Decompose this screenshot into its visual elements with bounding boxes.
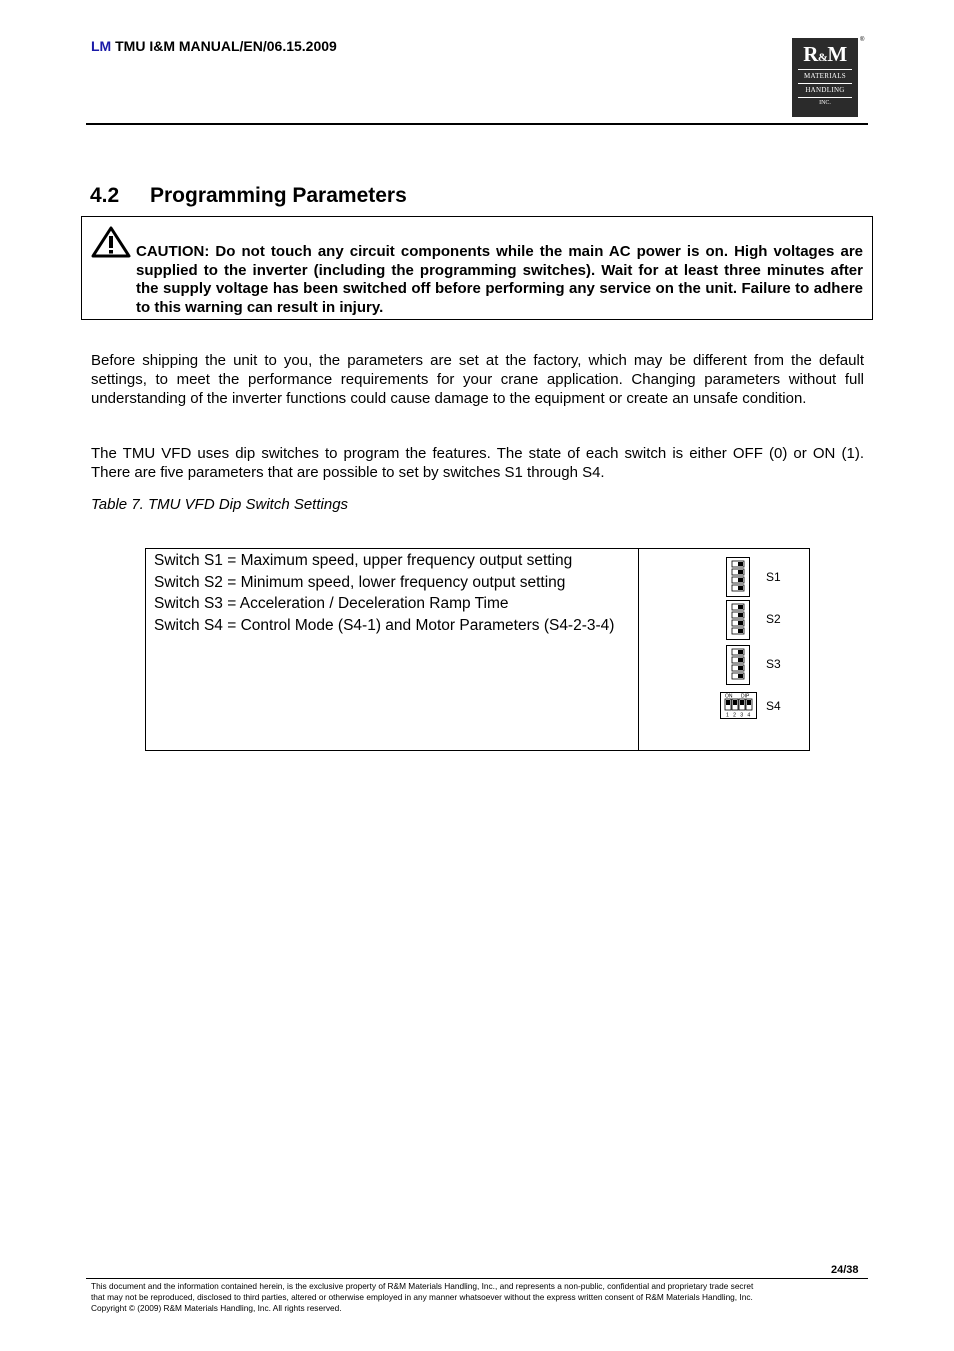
switch-description-list — [154, 550, 614, 636]
dip-label-s2: S2 — [766, 612, 781, 626]
header-prefix: LM — [91, 38, 112, 54]
registered-mark: ® — [860, 37, 865, 43]
header-divider — [86, 123, 868, 125]
footer-legal — [91, 1281, 866, 1314]
dip-switch-s1-icon — [726, 557, 750, 597]
dip-s4-positions: 1 2 3 4 — [726, 712, 752, 719]
footer-legal-line-1: This document and the information contained herein, is the exclusive property of R&M Materials Handling, Inc., and represents a non-public, confidential and proprietary trade secret — [91, 1281, 754, 1291]
switch-row-s2: Switch S2 = Minimum speed, lower frequency output setting — [154, 573, 566, 591]
dip-s4-dip-text: DIP — [741, 693, 750, 700]
logo-mark: R&M — [803, 42, 847, 66]
table-caption: Table 7. TMU VFD Dip Switch Settings — [91, 496, 349, 513]
dip-label-s4: S4 — [766, 699, 781, 713]
dip-s4-on-text: ON — [725, 693, 733, 700]
section-heading — [90, 184, 407, 208]
dip-label-s3: S3 — [766, 657, 781, 671]
dip-switch-s2-icon — [726, 600, 750, 640]
switch-row-s3: Switch S3 = Acceleration / Deceleration Ramp Time — [154, 595, 509, 613]
caution-text: CAUTION: Do not touch any circuit components while the main AC power is on. High voltages are supplied to the inverter (including the programming switches). Wait for at least three minutes after the supply voltage has been switched off before performing any service on the unit. Failure to adhere to this warning can result in injury. — [136, 243, 863, 316]
header-title-text: TMU I&M MANUAL/EN/06.15.2009 — [115, 38, 337, 54]
footer-legal-line-3: Copyright © (2009) R&M Materials Handling, Inc. All rights reserved. — [91, 1303, 342, 1313]
section-title: Programming Parameters — [150, 184, 407, 207]
dip-label-s1: S1 — [766, 570, 781, 584]
footer-divider — [86, 1278, 868, 1279]
dip-switch-paragraph: The TMU VFD uses dip switches to program the features. The state of each switch is either OFF (0) or ON (1). There are five parameters that are possible to set by switches S1 through S4. — [91, 445, 864, 481]
logo-handling: HANDLING — [805, 86, 845, 94]
dip-switch-s3-icon — [726, 645, 750, 685]
table-column-divider — [638, 548, 639, 751]
page-number: 24/38 — [831, 1264, 859, 1276]
switch-row-s1: Switch S1 = Maximum speed, upper frequency output setting — [154, 552, 573, 569]
logo-materials: MATERIALS — [804, 72, 846, 80]
switch-row-s4: Switch S4 = Control Mode (S4-1) and Motor Parameters (S4-2-3-4) — [154, 616, 615, 634]
dip-switch-s4-icon — [720, 692, 757, 719]
warning-triangle-icon — [91, 225, 131, 259]
document-header-title — [91, 38, 337, 54]
footer-legal-line-2: that may not be reproduced, disclosed to third parties, altered or otherwise employed in any manner whatsoever without the express written consent of R&M Materials Handling, Inc. — [91, 1292, 753, 1302]
intro-paragraph: Before shipping the unit to you, the parameters are set at the factory, which may be different from the default settings, to meet the performance requirements for your crane application. Changing parameters without full understanding of the inverter functions could cause damage to the equipment or create an unsafe condition. — [91, 352, 864, 407]
company-logo — [792, 38, 858, 117]
logo-inc: INC. — [819, 100, 831, 106]
section-number: 4.2 — [90, 184, 120, 207]
